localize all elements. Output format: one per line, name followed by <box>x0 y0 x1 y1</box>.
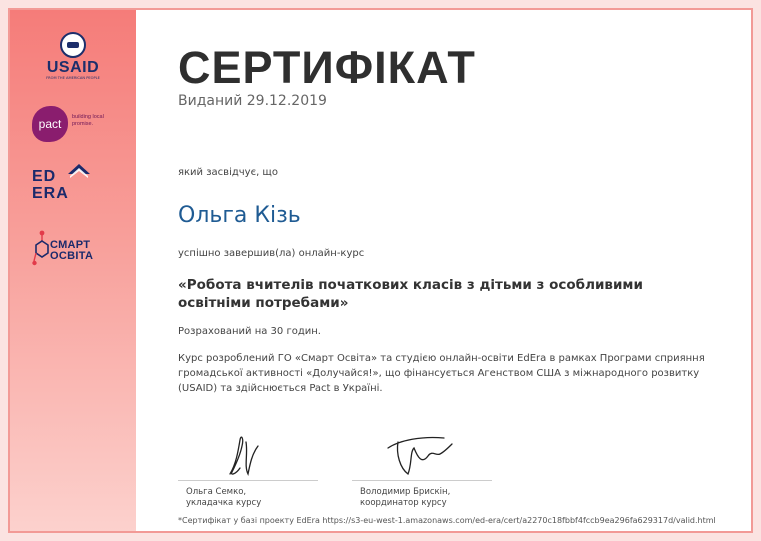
edera-wordmark <box>32 168 69 202</box>
signer-author-role: укладачка курсу <box>186 498 262 508</box>
smart-osvita-line-1: СМАРТ <box>50 239 91 251</box>
signer-author-name: Ольга Семко, <box>186 487 247 497</box>
edera-line-2: ERA <box>32 185 69 202</box>
signer-coordinator-name: Володимир Брискін, <box>360 487 451 497</box>
signer-coordinator-role: координатор курсу <box>360 498 447 508</box>
certifies-text: який засвідчує, що <box>178 167 278 178</box>
course-hours: Розрахований на 30 годин. <box>178 326 321 337</box>
signer-coordinator <box>352 487 492 509</box>
recipient-name: Ольга Кізь <box>178 203 301 228</box>
course-description: Курс розроблений ГО «Смарт Освіта» та студією онлайн-освіти EdEra в рамках Програми сприяння громадської активності «Долучайся!», що фінансується Агенством США з міжнародного розвитку (USAID) та здійснюється Pact в Україні. <box>178 353 705 394</box>
usaid-tagline: FROM THE AMERICAN PEOPLE <box>46 76 100 80</box>
smart-osvita-line-2: ОСВІТА <box>50 250 94 262</box>
pact-logo <box>10 106 136 146</box>
edera-chevron-icon <box>68 164 90 184</box>
signer-author <box>178 487 318 509</box>
edera-logo <box>10 162 136 206</box>
edera-line-1: ED <box>32 168 57 185</box>
logo-sidebar <box>10 10 136 531</box>
signature-scribble-coordinator <box>352 434 492 478</box>
certificate-title: СЕРТИФІКАТ <box>178 42 476 93</box>
completed-text: успішно завершив(ла) онлайн-курс <box>178 248 365 259</box>
smart-osvita-wordmark <box>50 240 93 262</box>
usaid-logo <box>10 32 136 81</box>
signature-block-coordinator <box>352 434 492 509</box>
signature-line-author <box>178 480 318 481</box>
signature-line-coordinator <box>352 480 492 481</box>
verification-link[interactable]: *Сертифікат у базі проекту EdEra https://s3-eu-west-1.amazonaws.com/ed-era/cert/a2270c18fbbf4fccb9ea296fa629317d/valid.html <box>178 516 716 525</box>
signature-block-author <box>178 434 318 509</box>
signature-scribble-author <box>178 434 318 478</box>
usaid-seal-icon <box>60 32 86 58</box>
pact-wordmark: pact <box>32 106 68 142</box>
usaid-wordmark: USAID <box>46 59 100 76</box>
smart-osvita-logo <box>10 228 136 272</box>
pact-tagline: building local promise. <box>72 114 104 127</box>
issue-date: Виданий 29.12.2019 <box>178 93 327 109</box>
course-title: «Робота вчителів початкових класів з дітьми з особливими освітніми потребами» <box>178 277 643 311</box>
molecule-icon <box>32 230 52 268</box>
